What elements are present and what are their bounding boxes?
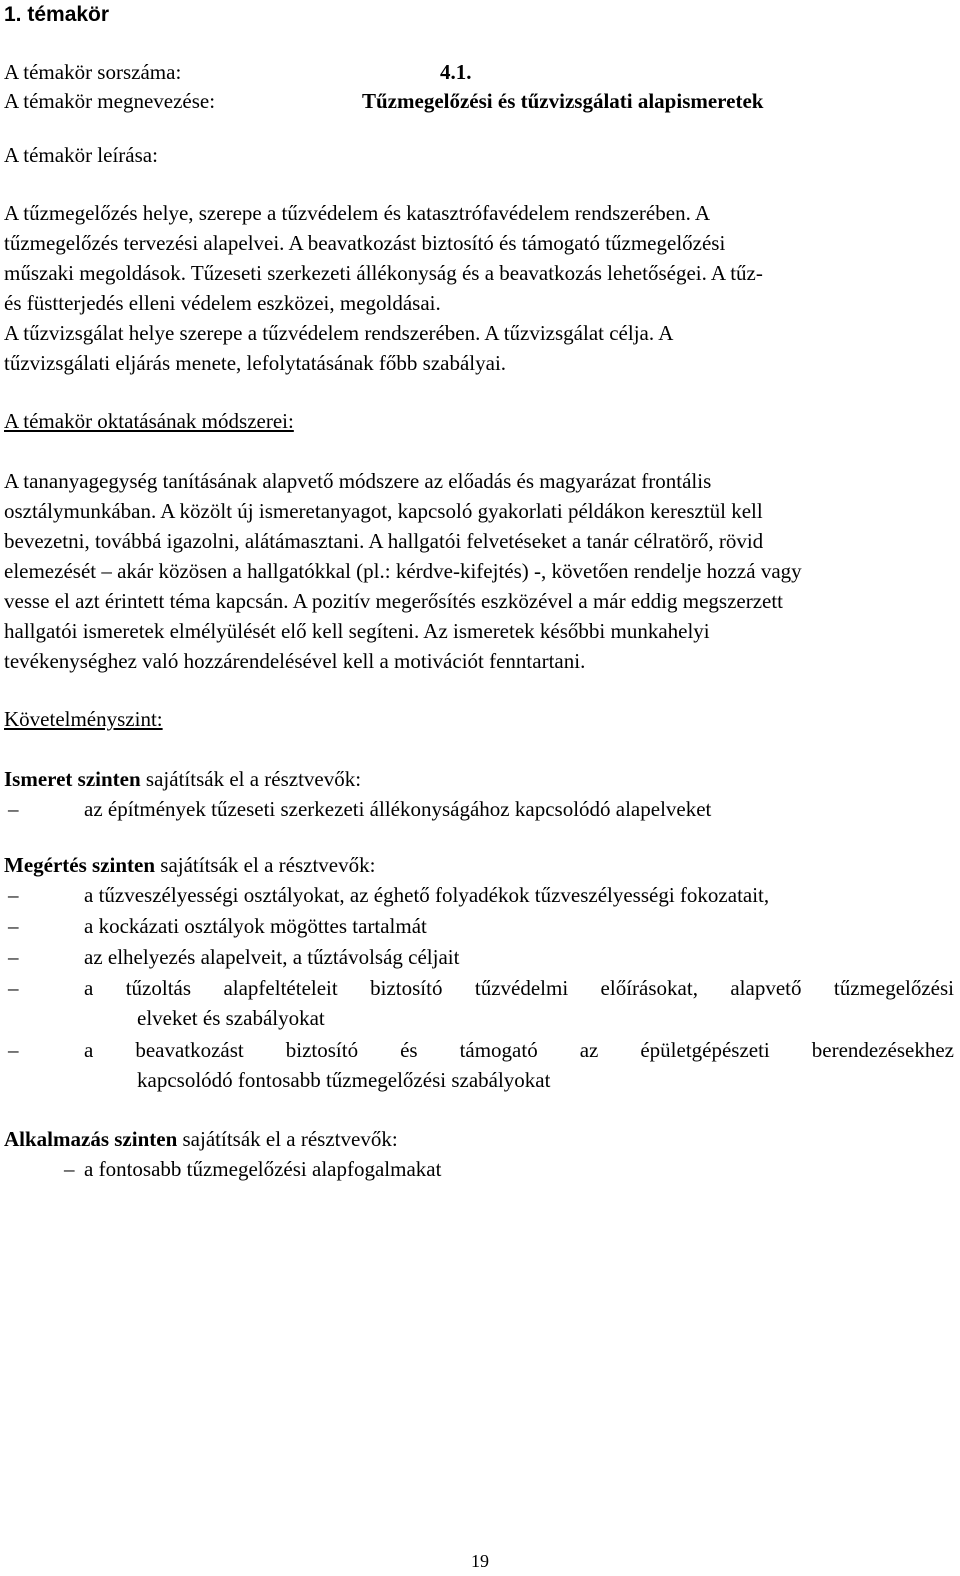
list-item-text: a beavatkozást biztosító és támogató az épületgépészeti berendezésekhez xyxy=(84,1038,954,1062)
methods-line: A tananyagegység tanításának alapvető módszere az előadás és magyarázat frontális xyxy=(4,469,712,493)
methods-line: tevékenységhez való hozzárendelésével kell a motivációt fenntartani. xyxy=(4,649,586,673)
methods-line: hallgatói ismeretek elmélyülését elő kell segíteni. Az ismeretek későbbi munkahelyi xyxy=(4,619,710,643)
page-heading: 1. témakör xyxy=(4,3,110,26)
list-item xyxy=(4,973,954,1003)
dash-bullet: – xyxy=(8,945,19,969)
dash-bullet: – xyxy=(8,797,19,821)
dash-bullet: – xyxy=(8,1038,19,1062)
list-item-text: a kockázati osztályok mögöttes tartalmát xyxy=(84,914,427,938)
methods-line: vesse el azt érintett téma kapcsán. A pozitív megerősítés eszközével a már eddig megszerzett xyxy=(4,589,784,613)
description-line: A tűzmegelőzés helye, szerepe a tűzvédelem és katasztrófavédelem rendszerében. A xyxy=(4,201,711,225)
description-label: A témakör leírása: xyxy=(4,143,158,167)
comprehension-level: Megértés szinten xyxy=(4,853,156,877)
methods-line: osztálymunkában. A közölt új ismeretanyagot, kapcsoló gyakorlati példákon keresztül kell xyxy=(4,499,763,523)
topic-number-label: A témakör sorszáma: xyxy=(4,60,182,84)
dash-bullet: – xyxy=(64,1157,75,1181)
description-line: tűzmegelőzés tervezési alapelvei. A beavatkozást biztosító és támogató tűzmegelőzési xyxy=(4,231,726,255)
application-level-heading xyxy=(4,1124,398,1154)
application-level: Alkalmazás szinten xyxy=(4,1127,178,1151)
requirements-label: Követelményszint: xyxy=(4,707,163,731)
topic-name-label: A témakör megnevezése: xyxy=(4,89,216,113)
dash-bullet: – xyxy=(8,883,19,907)
description-line: műszaki megoldások. Tűzeseti szerkezeti állékonyság és a beavatkozás lehetőségei. A tűz- xyxy=(4,261,763,285)
description-line: A tűzvizsgálat helye szerepe a tűzvédelem rendszerében. A tűzvizsgálat célja. A xyxy=(4,321,674,345)
list-item-text: a tűzoltás alapfeltételeit biztosító tűzvédelmi előírásokat, alapvető tűzmegelőzési xyxy=(84,976,954,1000)
dash-bullet: – xyxy=(8,976,19,1000)
comprehension-level-rest: sajátítsák el a résztvevők: xyxy=(155,853,376,877)
description-line: tűzvizsgálati eljárás menete, lefolytatásának főbb szabályai. xyxy=(4,351,507,375)
list-item-text: a tűzveszélyességi osztályokat, az éghető folyadékok tűzveszélyességi fokozatait, xyxy=(84,883,770,907)
comprehension-level-heading xyxy=(4,850,375,880)
description-line: és füstterjedés elleni védelem eszközei, megoldásai. xyxy=(4,291,441,315)
knowledge-level: Ismeret szinten xyxy=(4,767,141,791)
list-item-text: az elhelyezés alapelveit, a tűztávolság céljait xyxy=(84,945,460,969)
list-item-text: az építmények tűzeseti szerkezeti állékonyságához kapcsolódó alapelveket xyxy=(84,797,712,821)
application-level-rest: sajátítsák el a résztvevők: xyxy=(177,1127,398,1151)
methods-label: A témakör oktatásának módszerei: xyxy=(4,409,294,433)
list-item xyxy=(4,942,954,972)
topic-name-value: Tűzmegelőzési és tűzvizsgálati alapismeretek xyxy=(362,89,764,113)
methods-line: elemezését – akár közösen a hallgatókkal (pl.: kérdve-kifejtés) -, követően rendelje hozzá vagy xyxy=(4,559,802,583)
list-item-text: a fontosabb tűzmegelőzési alapfogalmakat xyxy=(84,1157,442,1181)
list-item xyxy=(4,1154,954,1184)
dash-bullet: – xyxy=(8,914,19,938)
list-item-continuation: elveket és szabályokat xyxy=(137,1006,325,1030)
list-item xyxy=(4,794,954,824)
list-item xyxy=(4,911,954,941)
page-number: 19 xyxy=(471,1551,489,1571)
list-item xyxy=(4,880,954,910)
list-item xyxy=(4,1035,954,1065)
knowledge-level-rest: sajátítsák el a résztvevők: xyxy=(140,767,362,791)
list-item-continuation: kapcsolódó fontosabb tűzmegelőzési szabályokat xyxy=(137,1068,551,1092)
knowledge-level-heading xyxy=(4,764,361,794)
topic-number-value: 4.1. xyxy=(440,60,472,84)
methods-line: bevezetni, továbbá igazolni, alátámasztani. A hallgatói felvetéseket a tanár célratörő, rövid xyxy=(4,529,764,553)
